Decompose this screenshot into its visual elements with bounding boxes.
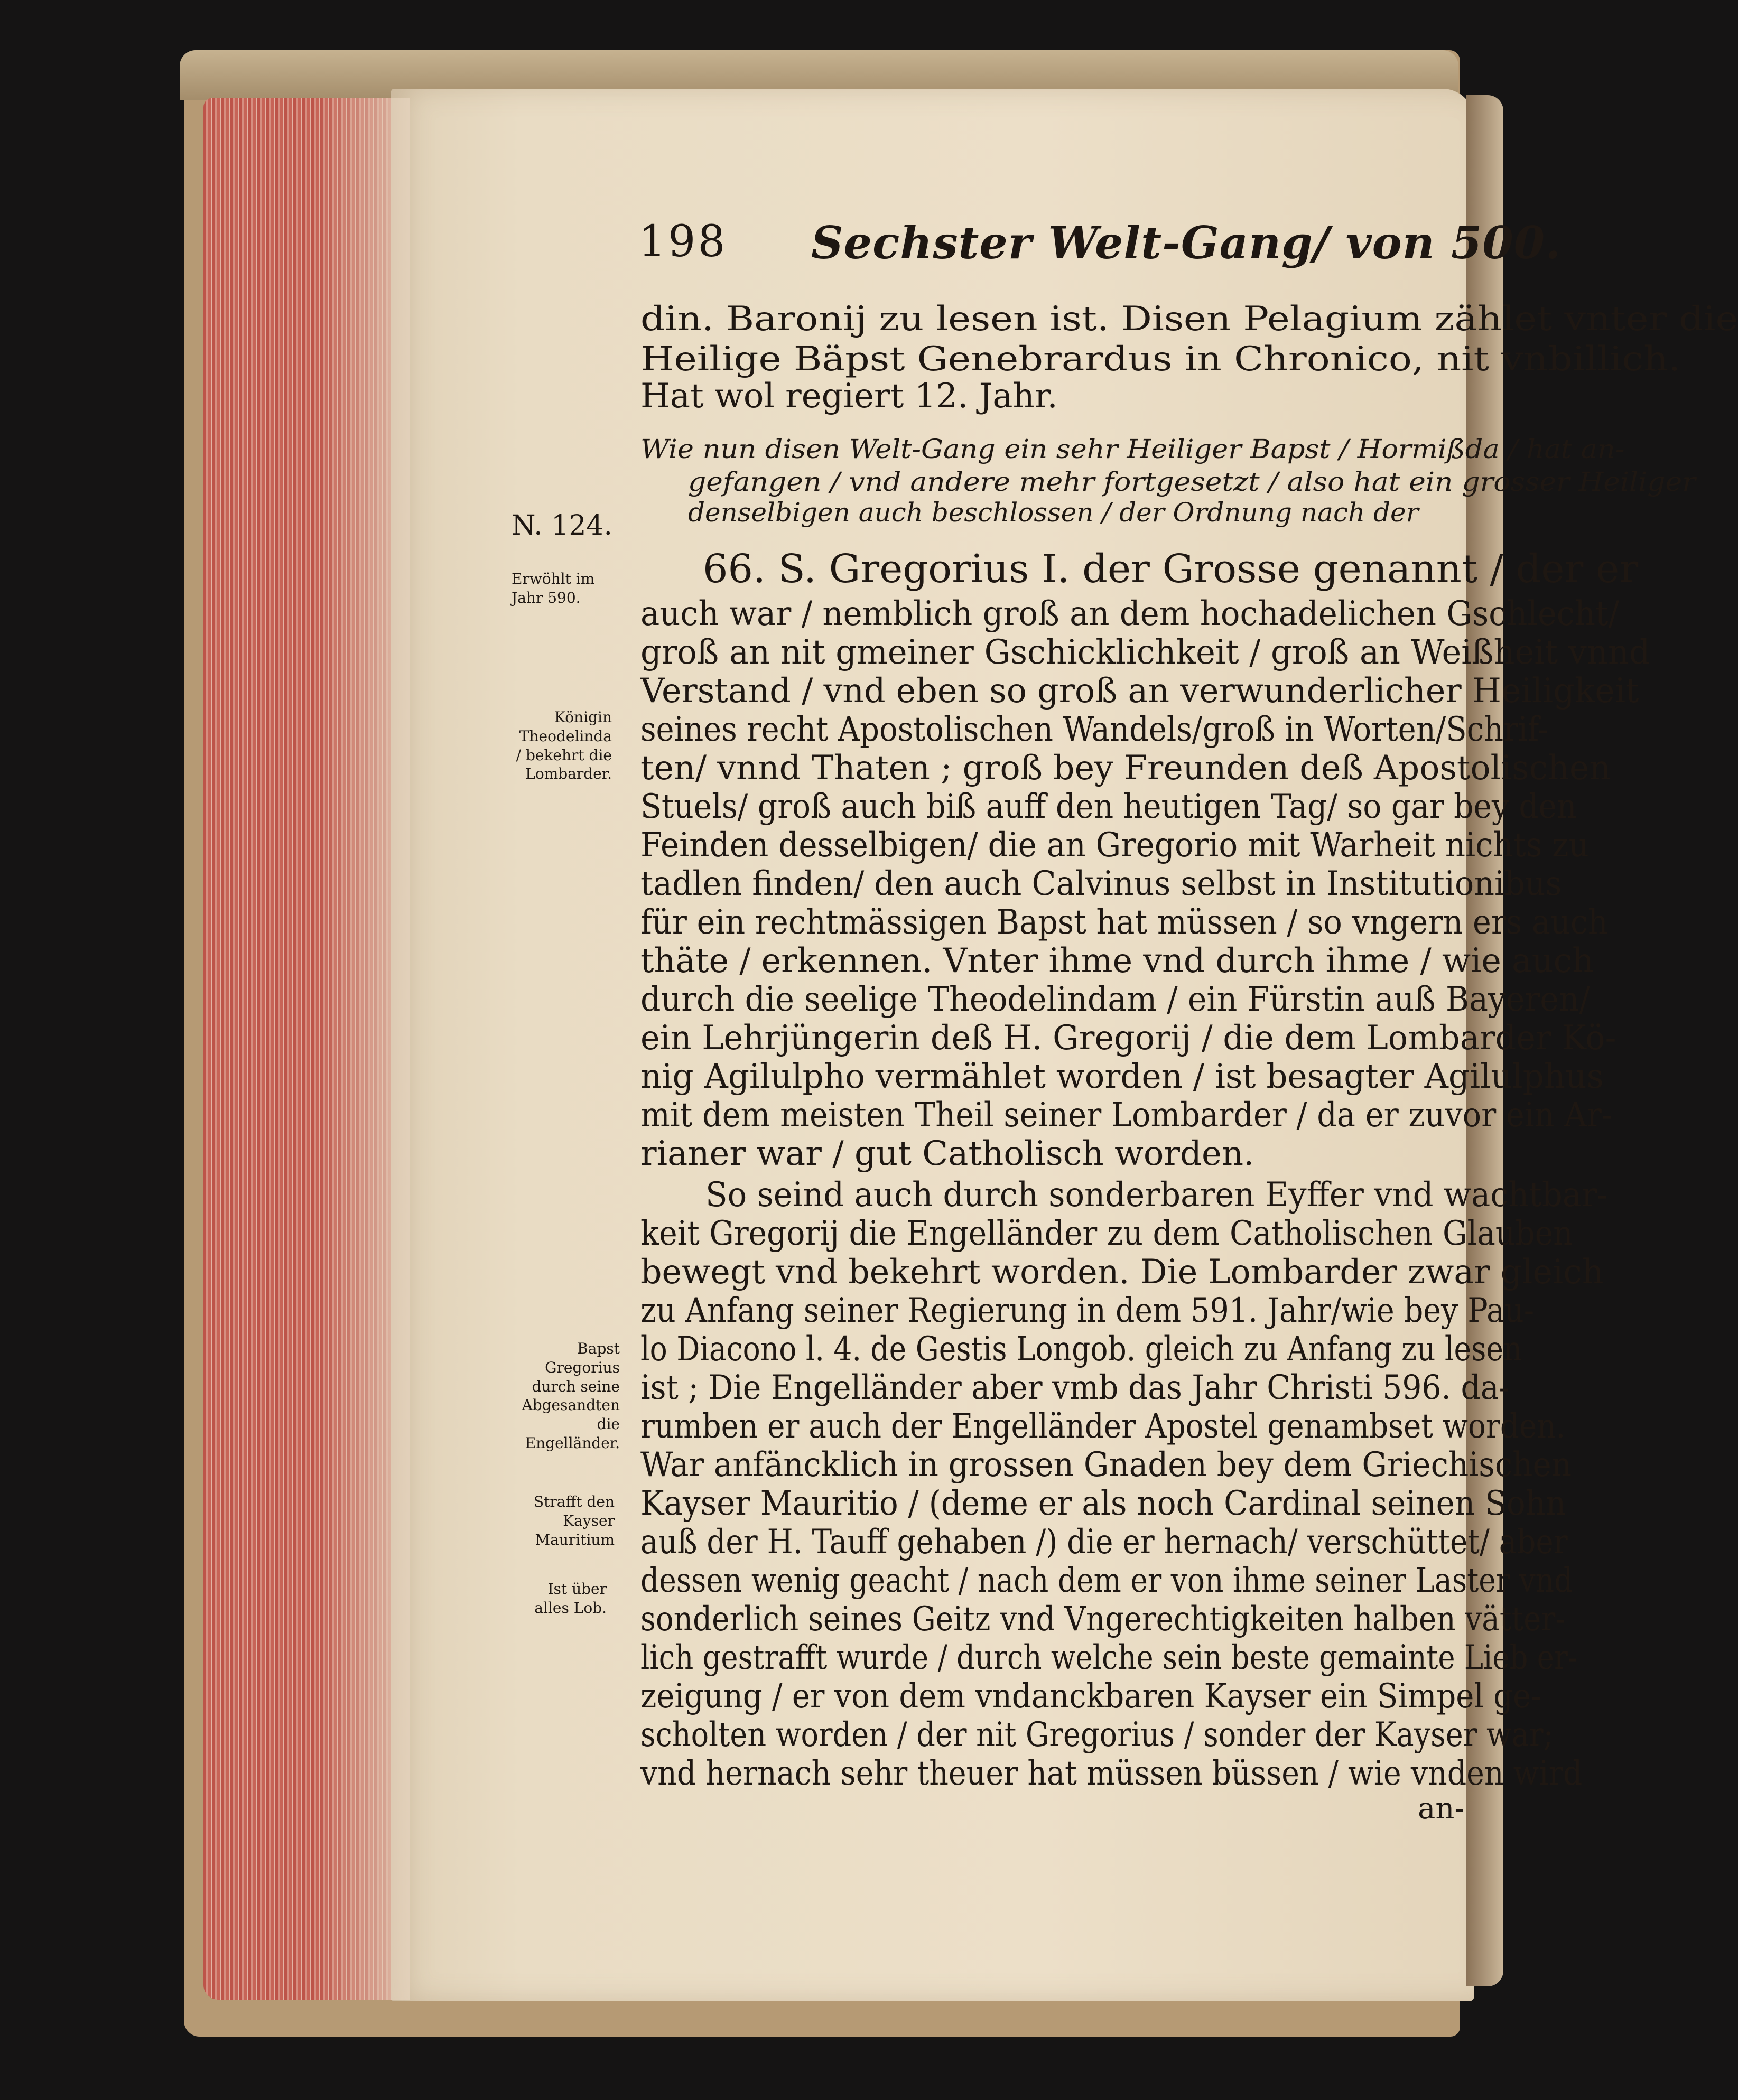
summary-line: denselbigen auch beschlossen / der Ordnung nach der bbox=[688, 497, 1419, 528]
body-line: War anfäncklich in grossen Gnaden bey dem Griechischen bbox=[640, 1445, 1572, 1485]
body-line: lo Diacono l. 4. de Gestis Longob. gleich zu Anfang zu lesen bbox=[640, 1330, 1522, 1369]
paragraph-heading-line: 66. S. Gregorius I. der Grosse genannt / der er bbox=[703, 546, 1639, 592]
body-line: Heilige Bäpst Genebrardus in Chronico, nit vnbillich. bbox=[640, 340, 1681, 379]
body-line: zu Anfang seiner Regierung in dem 591. Jahr/wie bey Pau- bbox=[640, 1291, 1534, 1330]
margin-note: Erwöhlt im Jahr 590. bbox=[512, 570, 595, 606]
body-line: nig Agilulpho vermählet worden / ist besagter Agilulphus bbox=[640, 1057, 1604, 1096]
body-line: sonderlich seines Geitz vnd Vngerechtigkeiten halben vätter- bbox=[640, 1600, 1566, 1639]
body-line: Stuels/ groß auch biß auff den heutigen Tag/ so gar bey den bbox=[640, 787, 1577, 826]
body-line: ist ; Die Engelländer aber vmb das Jahr Christi 596. da- bbox=[640, 1368, 1510, 1407]
margin-note: Strafft den Kayser Mauritium bbox=[533, 1493, 615, 1548]
body-line: groß an nit gmeiner Gschicklichkeit / groß an Weißheit vnnd bbox=[640, 633, 1650, 672]
body-line: bewegt vnd bekehrt worden. Die Lombarder zwar gleich bbox=[640, 1253, 1604, 1292]
body-line: auß der H. Tauff gehaben /) die er hernach/ verschüttet/ aber bbox=[640, 1523, 1568, 1562]
body-line: Hat wol regiert 12. Jahr. bbox=[640, 377, 1058, 416]
body-line: durch die seelige Theodelindam / ein Fürstin auß Bayeren/ bbox=[640, 980, 1590, 1019]
body-line: rumben er auch der Engelländer Apostel genambset worden. bbox=[640, 1407, 1566, 1446]
body-line: din. Baronij zu lesen ist. Disen Pelagium zählet vnter die bbox=[640, 300, 1738, 339]
body-line: keit Gregorij die Engelländer zu dem Catholischen Glauben bbox=[640, 1214, 1573, 1253]
body-line: mit dem meisten Theil seiner Lombarder / da er zuvor ein Ar- bbox=[640, 1096, 1612, 1135]
body-line: zeigung / er von dem vndanckbaren Kayser ein Simpel ge- bbox=[640, 1677, 1541, 1716]
body-line: Feinden desselbigen/ die an Gregorio mit Warheit nichts zu bbox=[640, 826, 1589, 865]
body-line: vnd hernach sehr theuer hat müssen büssen / wie vnden wird bbox=[640, 1754, 1583, 1793]
body-line: seines recht Apostolischen Wandels/groß in Worten/Schrif- bbox=[640, 710, 1548, 749]
running-title: Sechster Welt-Gang/ von 500. bbox=[811, 217, 1562, 269]
body-line: ten/ vnnd Thaten ; groß bey Freunden deß Apostolischen bbox=[640, 749, 1611, 788]
page-number: 198 bbox=[638, 217, 728, 267]
body-line: scholten worden / der nit Gregorius / sonder der Kayser war; bbox=[640, 1715, 1554, 1754]
body-line: thäte / erkennen. Vnter ihme vnd durch ihme / wie auch bbox=[640, 941, 1594, 981]
body-line: tadlen finden/ den auch Calvinus selbst in Institutionibus bbox=[640, 864, 1562, 903]
catchword: an- bbox=[1418, 1791, 1465, 1826]
body-line: So seind auch durch sonderbaren Eyffer vnd wachtbar- bbox=[705, 1175, 1608, 1215]
page-gutter-shadow bbox=[317, 98, 410, 2000]
body-line: für ein rechtmässigen Bapst hat müssen / so vngern ers auch bbox=[640, 903, 1608, 942]
body-line: rianer war / gut Catholisch worden. bbox=[640, 1134, 1254, 1173]
body-line: dessen wenig geacht / nach dem er von ihme seiner Laster vnd bbox=[640, 1561, 1573, 1600]
body-line: Verstand / vnd eben so groß an verwunderlicher Heiligkeit bbox=[640, 671, 1639, 711]
body-line: ein Lehrjüngerin deß H. Gregorij / die dem Lombarder Kö- bbox=[640, 1019, 1616, 1058]
body-line: Kayser Mauritio / (deme er als noch Cardinal seinen Sohn bbox=[640, 1484, 1566, 1523]
body-line: auch war / nemblich groß an dem hochadelichen Gschlecht/ bbox=[640, 594, 1619, 633]
margin-note: Königin Theodelinda / bekehrt die Lombarder. bbox=[516, 708, 612, 783]
section-number: N. 124. bbox=[512, 510, 613, 542]
margin-note: Ist über alles Lob. bbox=[534, 1580, 607, 1617]
summary-line: Wie nun disen Welt-Gang ein sehr Heiliger Bapst / Hormißda / hat an- bbox=[640, 434, 1625, 464]
margin-note: Bapst Gregorius durch seine Abgesandten die Engelländer. bbox=[522, 1340, 620, 1452]
body-line: lich gestrafft wurde / durch welche sein beste gemainte Lieb er- bbox=[640, 1638, 1578, 1677]
summary-line: gefangen / vnd andere mehr fortgesetzt / also hat ein grosser Heiliger bbox=[688, 466, 1696, 497]
